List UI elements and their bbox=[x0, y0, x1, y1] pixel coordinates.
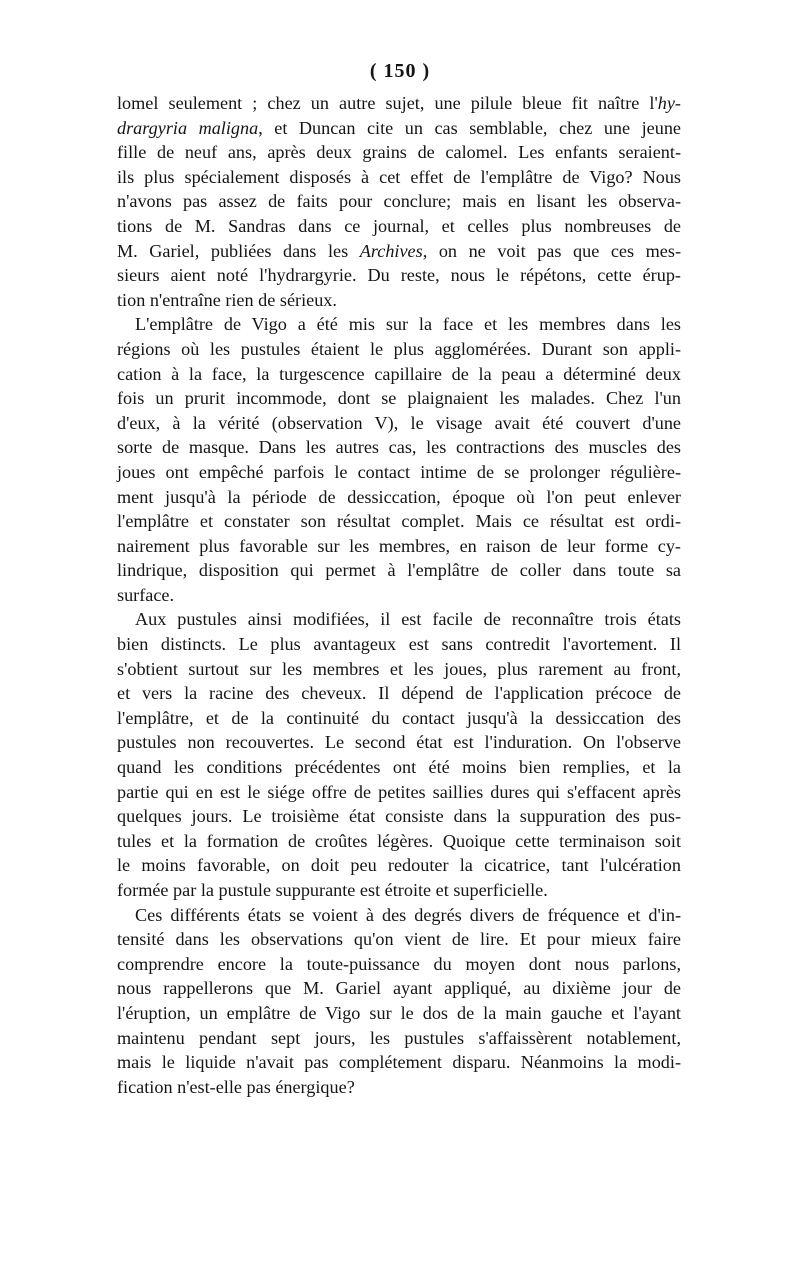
text-line: fille de neuf ans, après deux grains de calomel. Les enfants seraient- bbox=[117, 142, 681, 163]
text-line: tion n'entraîne rien de sérieux. bbox=[117, 289, 337, 310]
text-line: régions où les pustules étaient le plus agglomérées. Durant son appli- bbox=[117, 338, 681, 359]
text-line: joues ont empêché parfois le contact intime de se prolonger régulière- bbox=[117, 461, 681, 482]
text-line: mais le liquide n'avait pas complétement disparu. Néanmoins la modi- bbox=[117, 1052, 681, 1073]
text-line: lomel seulement ; chez un autre sujet, une pilule bleue fit naître l'hy- bbox=[117, 93, 681, 113]
text-line: ils plus spécialement disposés à cet effet de l'emplâtre de Vigo? Nous bbox=[117, 166, 681, 187]
text-line: maintenu pendant sept jours, les pustules s'affaissèrent notablement, bbox=[117, 1027, 681, 1048]
text-line: Aux pustules ainsi modifiées, il est facile de reconnaître trois états bbox=[135, 609, 681, 630]
text-line: drargyria maligna, et Duncan cite un cas semblable, chez une jeune bbox=[117, 117, 681, 138]
text-line: tions de M. Sandras dans ce journal, et celles plus nombreuses de bbox=[117, 215, 681, 236]
text-line: d'eux, à la vérité (observation V), le visage avait été couvert d'une bbox=[117, 412, 681, 433]
text-line: sieurs aient noté l'hydrargyrie. Du reste, nous le répétons, cette érup- bbox=[117, 265, 681, 286]
text-line: fication n'est-elle pas énergique? bbox=[117, 1076, 355, 1097]
text-line: fois un prurit incommode, dont se plaignaient les malades. Chez l'un bbox=[117, 388, 681, 409]
text-line: sorte de masque. Dans les autres cas, les contractions des muscles des bbox=[117, 437, 681, 458]
text-line: quand les conditions précédentes ont été moins bien remplies, et la bbox=[117, 757, 681, 778]
text-line: partie qui en est le siége offre de petites saillies dures qui s'effacent après bbox=[117, 781, 681, 802]
text-line: nairement plus favorable sur les membres, en raison de leur forme cy- bbox=[117, 535, 681, 556]
text-line: L'emplâtre de Vigo a été mis sur la face et les membres dans les bbox=[135, 314, 681, 335]
text-line: tensité dans les observations qu'on vient de lire. Et pour mieux faire bbox=[117, 929, 681, 950]
text-line: formée par la pustule suppurante est étroite et superficielle. bbox=[117, 880, 548, 900]
text-line: lindrique, disposition qui permet à l'emplâtre de coller dans toute sa bbox=[117, 560, 681, 581]
text-line: ment jusqu'à la période de dessiccation, époque où l'on peut enlever bbox=[117, 486, 681, 507]
text-line: quelques jours. Le troisième état consiste dans la suppuration des pus- bbox=[117, 806, 681, 827]
text-line: et vers la racine des cheveux. Il dépend de l'application précoce de bbox=[117, 683, 681, 704]
text-line: l'éruption, un emplâtre de Vigo sur le dos de la main gauche et l'ayant bbox=[117, 1002, 681, 1023]
page-number: ( 150 ) bbox=[369, 60, 431, 82]
text-line: le moins favorable, on doit peu redouter la cicatrice, tant l'ulcération bbox=[117, 855, 681, 876]
text-line: l'emplâtre, et de la continuité du contact jusqu'à la dessiccation des bbox=[117, 707, 681, 728]
text-line: surface. bbox=[117, 584, 175, 605]
text-line: cation à la face, la turgescence capillaire de la peau a déterminé deux bbox=[117, 363, 681, 384]
text-line: bien distincts. Le plus avantageux est sans contredit l'avortement. Il bbox=[117, 634, 681, 655]
text-line: tules et la formation de croûtes légères. Quoique cette terminaison soit bbox=[117, 830, 681, 851]
text-line: l'emplâtre et constater son résultat complet. Mais ce résultat est ordi- bbox=[117, 511, 681, 532]
text-line: comprendre encore la toute-puissance du moyen dont nous parlons, bbox=[117, 953, 681, 974]
text-line: pustules non recouvertes. Le second état est l'induration. On l'observe bbox=[117, 732, 681, 753]
text-line: nous rappellerons que M. Gariel ayant appliqué, au dixième jour de bbox=[117, 978, 681, 999]
text-line: n'avons pas assez de faits pour conclure; mais en lisant les observa- bbox=[117, 191, 681, 212]
text-line: Ces différents états se voient à des degrés divers de fréquence et d'in- bbox=[135, 904, 681, 925]
text-line: s'obtient surtout sur les membres et les joues, plus rarement au front, bbox=[117, 658, 681, 679]
text-line: M. Gariel, publiées dans les Archives, on ne voit pas que ces mes- bbox=[117, 240, 681, 261]
body-text bbox=[117, 91, 681, 1099]
